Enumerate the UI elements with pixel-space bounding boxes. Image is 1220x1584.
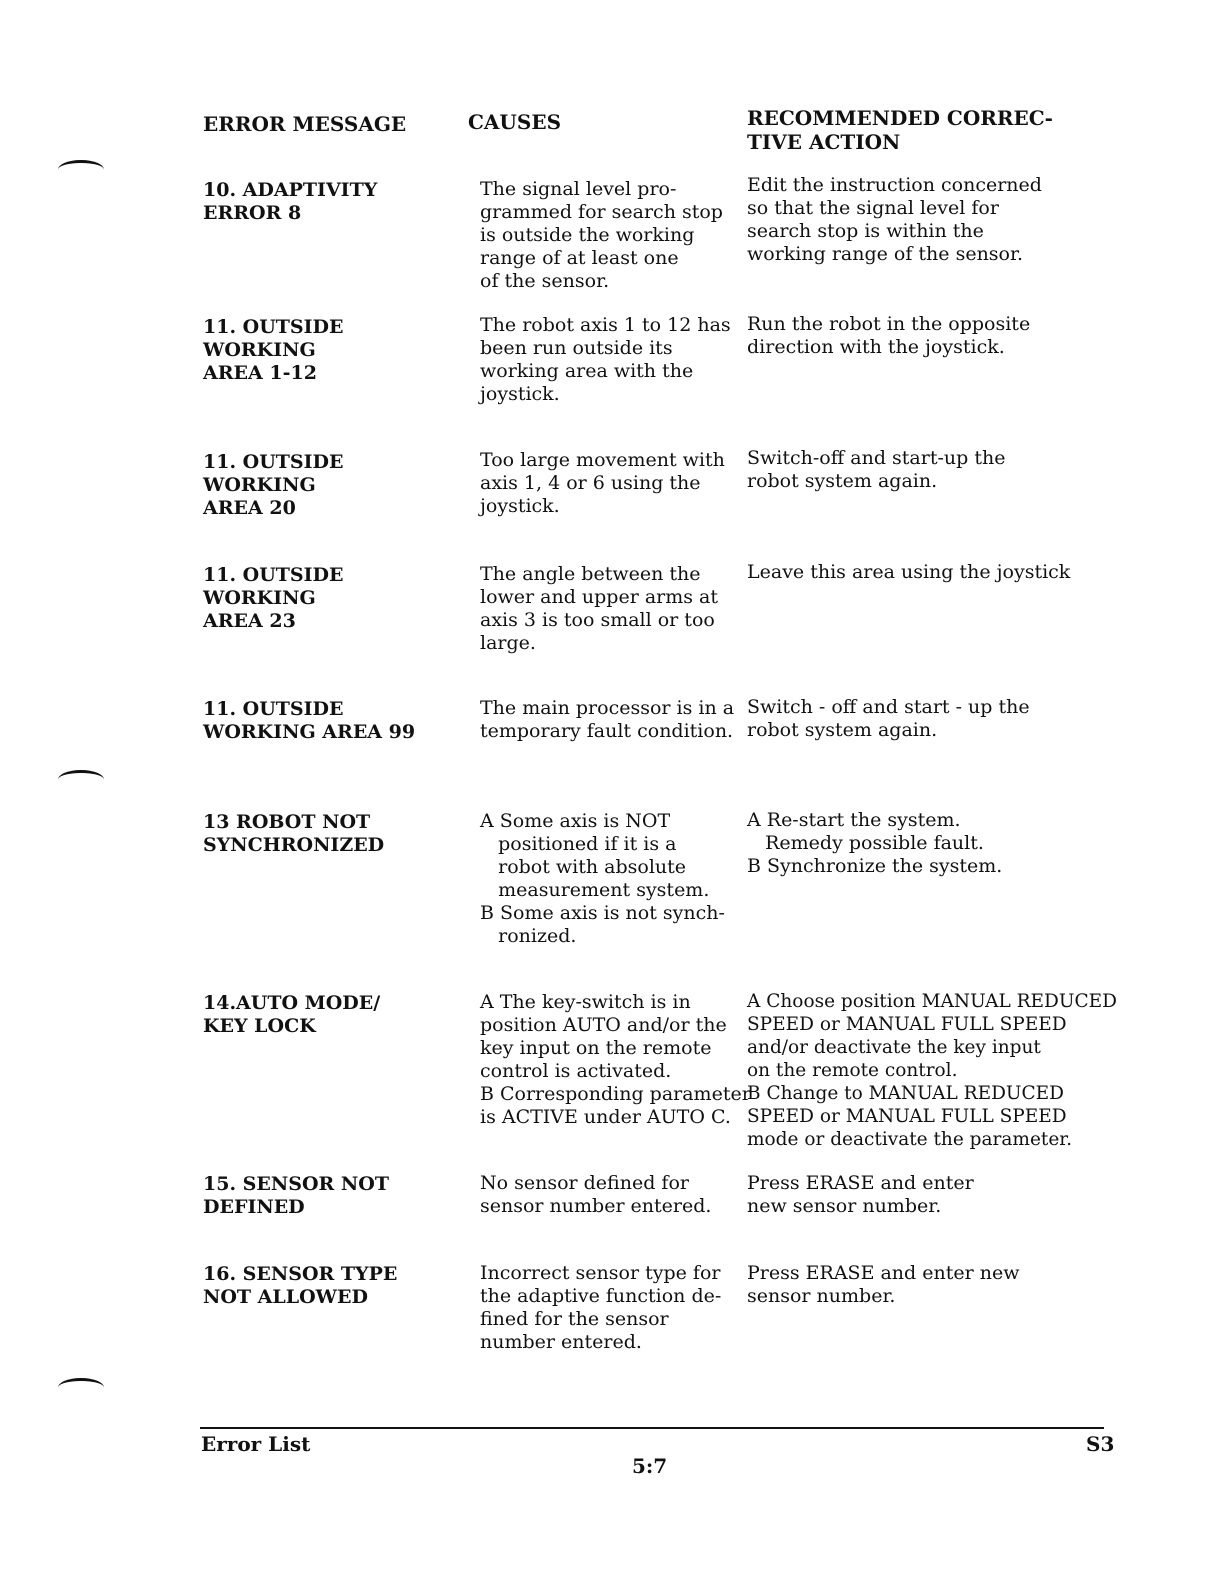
binder-hole-mark xyxy=(58,1378,104,1397)
action-cell: Press ERASE and enter new sensor number. xyxy=(747,1262,1020,1307)
error-message-cell: 11. OUTSIDE WORKING AREA 20 xyxy=(203,451,344,519)
footer-revision: S3 xyxy=(1086,1432,1115,1456)
footer-page-number: 5:7 xyxy=(632,1454,668,1478)
error-message-cell: 10. ADAPTIVITY ERROR 8 xyxy=(203,179,378,224)
binder-hole-mark xyxy=(58,160,104,179)
cause-cell: The signal level pro- grammed for search stop is outside the working range of at least one of the sensor. xyxy=(480,178,723,292)
cause-cell: The robot axis 1 to 12 has been run outside its working area with the joystick. xyxy=(480,314,731,405)
header-recommended-action: RECOMMENDED CORREC- TIVE ACTION xyxy=(747,106,1053,154)
cause-cell: A Some axis is NOT positioned if it is a robot with absolute measurement system. B Some axis is not synch- ronized. xyxy=(480,810,725,947)
cause-cell: No sensor defined for sensor number entered. xyxy=(480,1172,712,1217)
action-cell: Leave this area using the joystick xyxy=(747,561,1071,583)
cause-cell: The main processor is in a temporary fault condition. xyxy=(480,697,735,742)
header-causes: CAUSES xyxy=(468,110,562,134)
error-message-cell: 15. SENSOR NOT DEFINED xyxy=(203,1173,389,1218)
cause-cell: Too large movement with axis 1, 4 or 6 using the joystick. xyxy=(480,449,725,517)
error-message-cell: 13 ROBOT NOT SYNCHRONIZED xyxy=(203,811,385,856)
footer-section-title: Error List xyxy=(201,1432,311,1456)
error-message-cell: 11. OUTSIDE WORKING AREA 23 xyxy=(203,564,344,632)
header-error-message: ERROR MESSAGE xyxy=(203,112,407,136)
action-cell: Run the robot in the opposite direction with the joystick. xyxy=(747,313,1031,358)
error-message-cell: 11. OUTSIDE WORKING AREA 1-12 xyxy=(203,316,344,384)
error-message-cell: 16. SENSOR TYPE NOT ALLOWED xyxy=(203,1263,398,1308)
action-cell: Edit the instruction concerned so that the signal level for search stop is within the working range of the sensor. xyxy=(747,174,1042,265)
action-cell: Switch-off and start-up the robot system again. xyxy=(747,447,1006,492)
error-message-cell: 11. OUTSIDE WORKING AREA 99 xyxy=(203,698,416,743)
error-message-cell: 14.AUTO MODE/ KEY LOCK xyxy=(203,992,381,1037)
action-cell: A Choose position MANUAL REDUCED SPEED or MANUAL FULL SPEED and/or deactivate the key input on the remote control. B Change to MANUAL REDUCED SPEED or MANUAL FULL SPEED mode or deactivate the parameter. xyxy=(747,991,1117,1150)
cause-cell: Incorrect sensor type for the adaptive function de- fined for the sensor number entered. xyxy=(480,1262,722,1353)
footer-rule xyxy=(200,1427,1104,1429)
cause-cell: A The key-switch is in position AUTO and/or the key input on the remote control is activated. B Corresponding parameter is ACTIVE under AUTO C. xyxy=(480,991,751,1128)
binder-hole-mark xyxy=(58,770,104,789)
cause-cell: The angle between the lower and upper arms at axis 3 is too small or too large. xyxy=(480,563,719,654)
action-cell: Switch - off and start - up the robot system again. xyxy=(747,696,1030,741)
action-cell: Press ERASE and enter new sensor number. xyxy=(747,1172,974,1217)
action-cell: A Re-start the system. Remedy possible fault. B Synchronize the system. xyxy=(747,809,1003,877)
